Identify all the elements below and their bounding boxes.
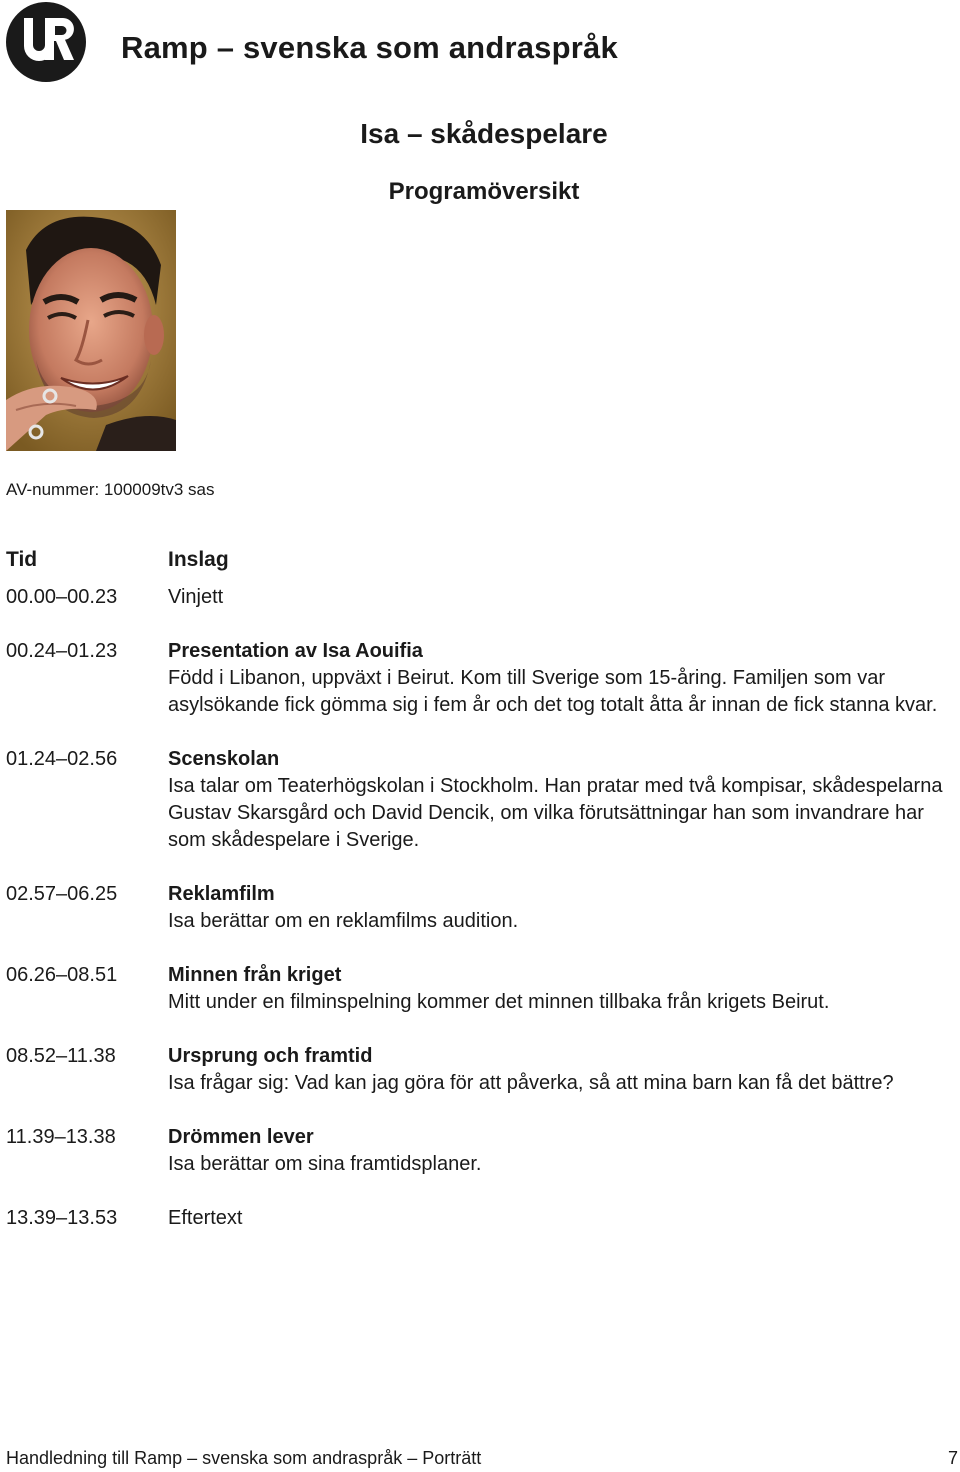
row-description: Isa berättar om sina framtidsplaner. (168, 1153, 482, 1175)
row-item (168, 1043, 956, 1097)
table-row (6, 746, 956, 854)
column-header-item: Inslag (168, 548, 229, 571)
row-title: Vinjett (168, 586, 224, 608)
row-description: Isa frågar sig: Vad kan jag göra för att påverka, så att mina barn kan få det bättre? (168, 1072, 894, 1094)
row-time: 02.57–06.25 (6, 883, 118, 905)
table-row (6, 881, 956, 935)
table-row (6, 1043, 956, 1097)
row-time: 11.39–13.38 (6, 1126, 116, 1148)
table-row (6, 638, 956, 719)
row-title: Ursprung och framtid (168, 1045, 373, 1067)
row-title: Presentation av Isa Aouifia (168, 640, 423, 662)
row-item (168, 1124, 956, 1178)
row-description: Mitt under en filminspelning kommer det minnen tillbaka från krigets Beirut. (168, 991, 830, 1013)
row-time: 01.24–02.56 (6, 748, 118, 770)
row-item (168, 1205, 956, 1232)
row-description: Isa berättar om en reklamfilms audition. (168, 910, 519, 932)
program-title: Isa – skådespelare (360, 118, 608, 149)
row-item (168, 584, 956, 611)
portrait-photo (6, 210, 176, 451)
table-header (6, 546, 956, 584)
table-row (6, 1124, 956, 1178)
series-title: Ramp – svenska som andraspråk (121, 30, 618, 65)
program-subtitle: Programöversikt (388, 178, 580, 205)
row-time: 00.24–01.23 (6, 640, 118, 662)
row-description: Isa talar om Teaterhögskolan i Stockholm. Han pratar med två kompisar, skådespelarna Gustav Skarsgård och David Dencik, om vilka förutsättningar han som invandrare har som skådespelare i Sverige. (168, 775, 943, 851)
header (6, 2, 86, 82)
row-item (168, 638, 956, 719)
table-row (6, 962, 956, 1016)
page-number: 7 (947, 1448, 958, 1468)
row-title: Minnen från kriget (168, 964, 342, 986)
row-title: Drömmen lever (168, 1126, 314, 1148)
row-item (168, 881, 956, 935)
program-table (6, 546, 956, 1259)
row-time: 06.26–08.51 (6, 964, 118, 986)
footer-text: Handledning till Ramp – svenska som andraspråk – Porträtt (6, 1448, 482, 1468)
row-description: Född i Libanon, uppväxt i Beirut. Kom till Sverige som 15-åring. Familjen som var asylsökande fick gömma sig i fem år och det tog totalt åtta år innan de fick stanna kvar. (168, 667, 938, 716)
row-title: Scenskolan (168, 748, 280, 770)
column-header-time: Tid (6, 548, 38, 571)
row-item (168, 746, 956, 854)
row-time: 13.39–13.53 (6, 1207, 118, 1229)
row-time: 08.52–11.38 (6, 1045, 116, 1067)
row-time: 00.00–00.23 (6, 586, 118, 608)
table-row (6, 584, 956, 611)
ur-logo (6, 2, 86, 82)
row-item (168, 962, 956, 1016)
table-row (6, 1205, 956, 1232)
row-title: Eftertext (168, 1207, 243, 1229)
row-title: Reklamfilm (168, 883, 275, 905)
av-number: AV-nummer: 100009tv3 sas (6, 480, 215, 499)
